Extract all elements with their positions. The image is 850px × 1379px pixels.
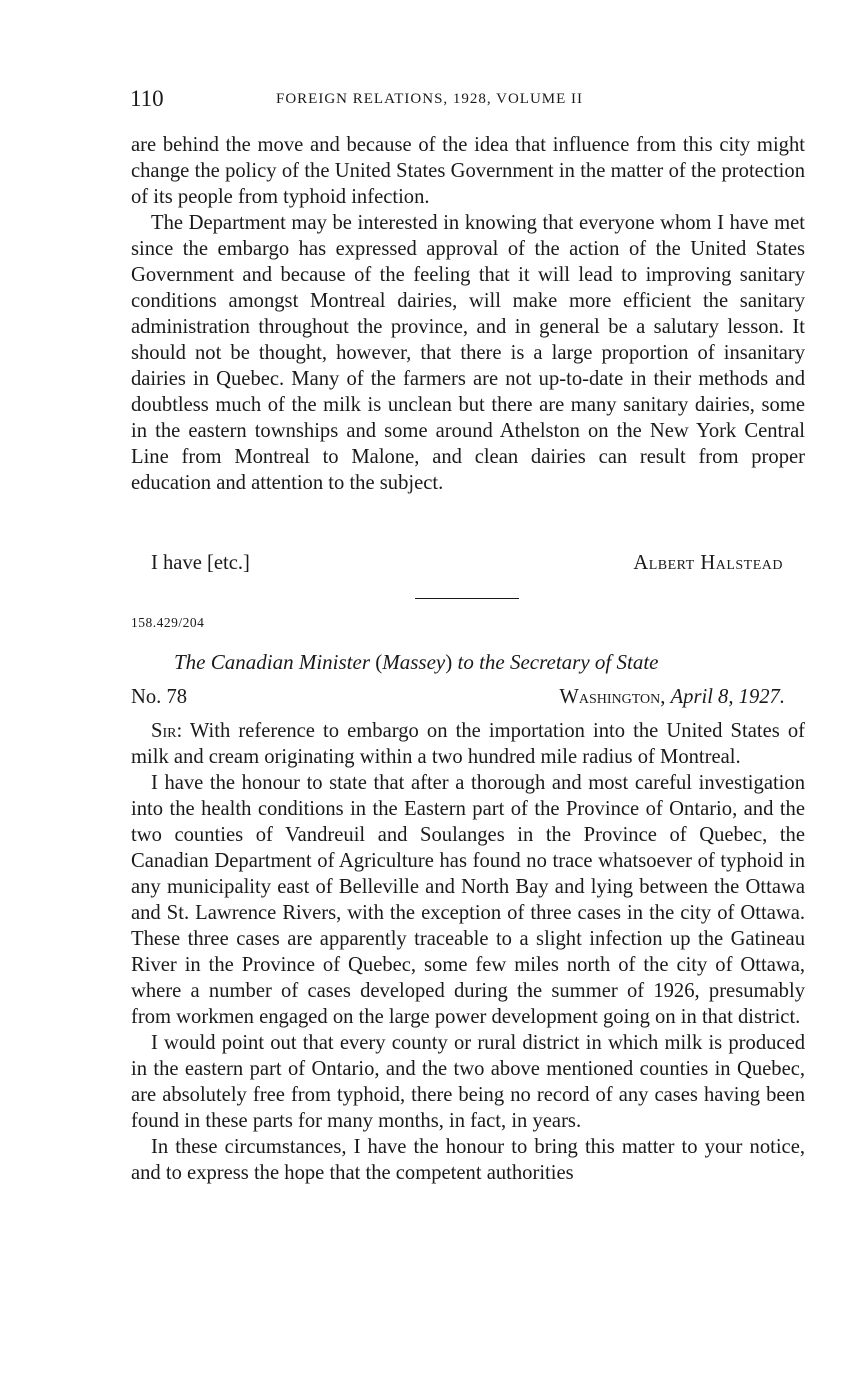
- dateline: [131, 686, 785, 714]
- title-name: Massey: [382, 650, 446, 674]
- letter2-first-paragraph: [131, 718, 805, 770]
- running-head: FOREIGN RELATIONS, 1928, VOLUME II: [276, 91, 584, 107]
- page-number: 110: [130, 86, 164, 111]
- letter2-paragraph: In these circumstances, I have the honour to bring this matter to your notice, and to express the hope that the competent authorities: [131, 1136, 805, 1184]
- place-date: [559, 686, 785, 709]
- letter2-body: [131, 718, 805, 1186]
- title-part1: The Canadian Minister: [174, 650, 376, 674]
- letter2-paragraph: I have the honour to state that after a thorough and most careful investigation into the health conditions in the Eastern part of the Province of Ontario, and the two counties of Vandreuil and Soulanges in the Province of Quebec, the Canadian Department of Agriculture has found no trace whatsoever of typhoid in any municipality east of Belleville and North Bay and lying between the Ottawa and St. Lawrence Rivers, with the exception of three cases in the city of Ottawa. These three cases are apparently traceable to a slight infection up the Gatineau River in the Province of Quebec, some few miles north of the city of Ottawa, where a number of cases developed during the summer of 1926, presumably from workmen engaged on the large power development going on in that district.: [131, 772, 805, 1028]
- date: April 8, 1927.: [670, 686, 785, 708]
- first-paragraph-text: : With reference to embargo on the importation into the United States of milk and cream originating within a two hundred mile radius of Montreal.: [131, 720, 805, 768]
- section-divider: [415, 598, 519, 599]
- file-number: 158.429/204: [131, 615, 205, 630]
- document-title: [174, 650, 659, 675]
- letter1-closing-line: [151, 550, 783, 576]
- letter1-paragraph-continuation: are behind the move and because of the idea that influence from this city might change the policy of the United States Government in the matter of the protection of its people from typhoid infection.: [131, 134, 805, 208]
- letter1-body: [131, 132, 805, 496]
- page-header: [130, 86, 785, 116]
- letter1-paragraph: The Department may be interested in knowing that everyone whom I have met since the embargo has expressed approval of the action of the United States Government and because of the feeling that it will lead to improving sanitary conditions amongst Montreal dairies, will make more efficient the sanitary administration throughout the province, and in general be a salutary lesson. It should not be thought, however, that there is a large proportion of insanitary dairies in Quebec. Many of the farmers are not up-to-date in their methods and doubtless much of the milk is unclean but there are many sanitary dairies, some in the eastern townships and some around Athelston on the New York Central Line from Montreal to Malone, and clean dairies can result from proper education and attention to the subject.: [131, 212, 805, 494]
- salutation: Sir: [151, 720, 177, 742]
- letter2-paragraph: I would point out that every county or rural district in which milk is produced in the eastern part of Ontario, and the two above mentioned counties in Quebec, are absolutely free from typhoid, there being no record of any cases having been found in these parts for many months, in fact, in years.: [131, 1032, 805, 1132]
- title-close-paren: ): [445, 650, 453, 674]
- doc-number: No. 78: [131, 686, 188, 708]
- title-open-paren: (: [375, 650, 383, 674]
- place: Washington,: [559, 686, 666, 708]
- letter1-closing: I have [etc.]: [151, 552, 250, 574]
- letter1-signature: Albert Halstead: [633, 552, 783, 574]
- title-part2: to the Secretary of State: [452, 650, 659, 674]
